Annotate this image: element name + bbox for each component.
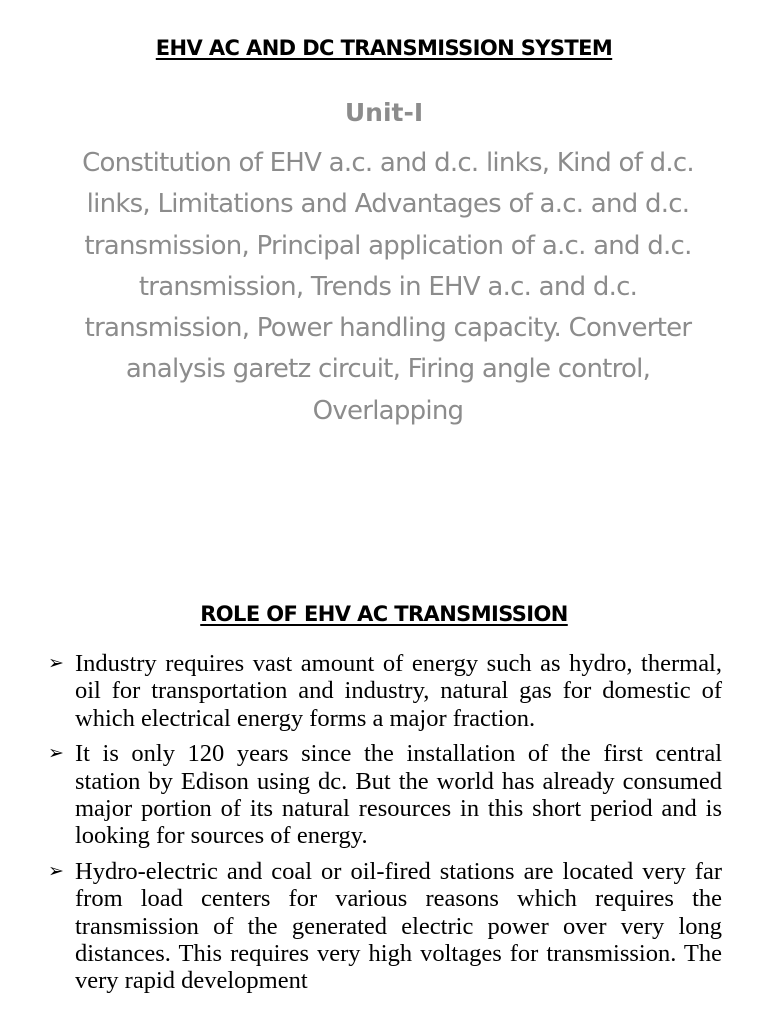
role-of-ehv-ac-slide xyxy=(0,560,768,1024)
arrowhead-bullet-icon: ➢ xyxy=(48,652,64,674)
unit-heading: Unit-I xyxy=(344,98,424,127)
arrowhead-bullet-icon: ➢ xyxy=(48,859,64,882)
bullet-item xyxy=(48,740,722,850)
bullet-text: It is only 120 years since the installation of the first central station by Edison using dc. But the world has already consumed major portion of its natural resources in this short period and is looking for sources of energy. xyxy=(75,740,722,850)
section-title: ROLE OF EHV AC TRANSMISSION xyxy=(200,602,568,626)
arrowhead-bullet-icon: ➢ xyxy=(48,742,64,765)
bullet-text: Industry requires vast amount of energy such as hydro, thermal, oil for transportation and industry, natural gas for domestic of which electrical energy forms a major fraction. xyxy=(75,650,722,732)
document-title: EHV AC AND DC TRANSMISSION SYSTEM xyxy=(155,36,613,60)
bullet-item xyxy=(48,650,722,732)
bullet-list xyxy=(48,650,722,1003)
bullet-item xyxy=(48,858,722,995)
syllabus-text: Constitution of EHV a.c. and d.c. links, Kind of d.c. links, Limitations and Advantages of a.c. and d.c. transmission, Principal application of a.c. and d.c. transmission, Trends in EHV a.c. and d.c. transmission, Power handling capacity. Converter analysis garetz circuit, Firing angle control, Overlapping xyxy=(82,148,694,426)
bullet-text: Hydro-electric and coal or oil-fired stations are located very far from load centers for various reasons which requires the transmission of the generated electric power over very long distances. This requires very high voltages for transmission. The very rapid development xyxy=(75,857,722,995)
